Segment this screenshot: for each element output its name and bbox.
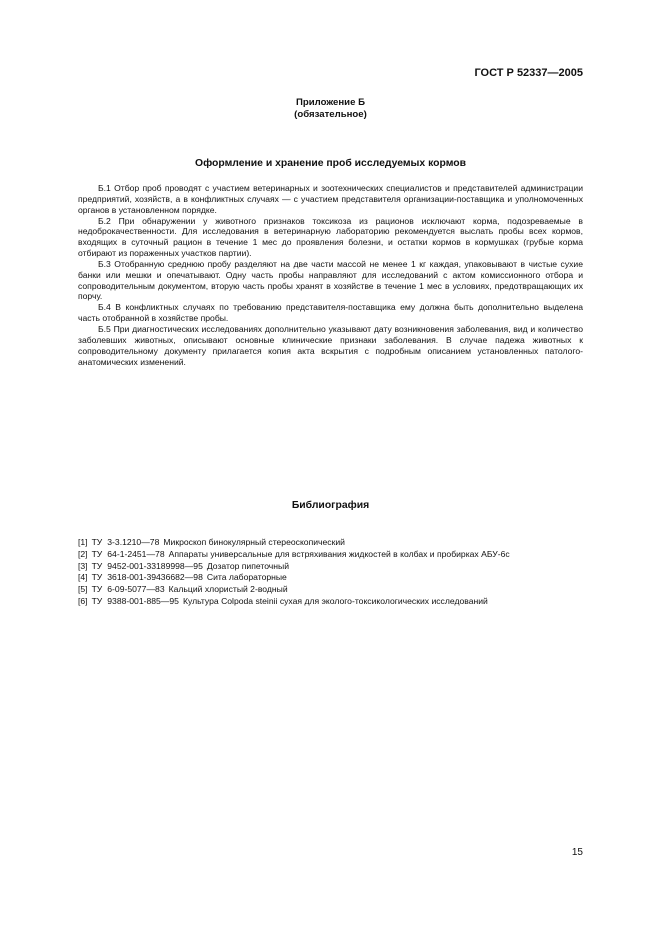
bib-code: 6-09-5077—83 — [107, 584, 165, 595]
bib-text: Микроскоп бинокулярный стереоскопический — [163, 537, 345, 547]
bib-code: 3618-001-39436682—98 — [107, 572, 203, 583]
paragraph-b2: Б.2 При обнаружении у животного признаков токсикоза из рационов исключают корма, подозреваемые в недоброкачественности. Для исследования в ветеринарную лабораторию рекомендуется выслать пробы всех кормов, входящих в суточный рацион в течение 1 мес до проявления болезни, и остатки кормов в кормушках (грубые корма отбирают из пораженных участков партии). — [78, 215, 583, 259]
bib-code: 9388-001-885—95 — [107, 595, 179, 606]
bib-text: Кальций хлористый 2-водный — [168, 584, 288, 595]
bibliography-item — [78, 596, 598, 608]
bib-code: 9452-001-33189998—95 — [107, 560, 203, 571]
bib-number: [5] — [78, 584, 88, 595]
bib-number: [6] — [78, 595, 88, 606]
bib-code: 3-3.1210—78 — [107, 537, 160, 547]
bibliography-list — [78, 537, 598, 608]
bibliography-item — [78, 549, 598, 561]
bibliography-item — [78, 561, 598, 573]
bib-tu: ТУ — [91, 584, 103, 595]
bib-text: Культура Colpoda steinii сухая для эколого-токсикологических исследований — [182, 595, 488, 606]
appendix-heading — [0, 97, 661, 121]
bib-tu: ТУ — [91, 548, 103, 559]
bibliography-item — [78, 572, 598, 584]
bibliography-item — [78, 537, 598, 549]
bib-text: Аппараты универсальные для встряхивания жидкостей в колбах и пробирках АБУ-6с — [168, 548, 510, 559]
bib-tu: ТУ — [91, 537, 103, 547]
section-body — [78, 183, 583, 367]
appendix-status: (обязательное) — [294, 109, 367, 120]
bib-number: [1] — [78, 537, 88, 547]
paragraph-b1: Б.1 Отбор проб проводят с участием ветеринарных и зоотехнических специалистов и представителей администрации предприятий, хозяйств, а в конфликтных случаях — с участием представителя организации-поставщика и уполномоченных органов в установленном порядке. — [78, 183, 583, 215]
bib-tu: ТУ — [91, 572, 103, 583]
bib-tu: ТУ — [91, 560, 103, 571]
bib-text: Дозатор пипеточный — [206, 560, 290, 571]
page-number: 15 — [571, 847, 583, 858]
paragraph-b4: Б.4 В конфликтных случаях по требованию представителя-поставщика ему должна быть дополнительно выделена часть отобранной в хозяйстве пробы. — [78, 302, 583, 324]
appendix-title: Приложение Б — [296, 97, 365, 108]
bib-number: [3] — [78, 560, 88, 571]
paragraph-b5: Б.5 При диагностических исследованиях дополнительно указывают дату возникновения заболевания, вид и количество заболевших животных, описывают основные клинические признаки заболевания. В случае падежа животных к сопроводительному документу прилагается копия акта вскрытия с подробным описанием установленных патолого-анатомических изменений. — [78, 323, 583, 367]
bib-number: [4] — [78, 572, 88, 583]
bib-tu: ТУ — [91, 595, 103, 606]
bib-number: [2] — [78, 548, 88, 559]
bibliography-title: Библиография — [291, 500, 370, 511]
bibliography-item — [78, 584, 598, 596]
bib-text: Сита лабораторные — [206, 572, 287, 583]
paragraph-b3: Б.3 Отобранную среднюю пробу разделяют на две части массой не менее 1 кг каждая, упаковывают в чистые сухие банки или мешки и опечатывают. Одну часть пробы направляют для исследований с актом комиссионного отбора и сопроводительным документом, вторую часть пробы хранят в хозяйстве в течение 1 мес в условиях, предотвращающих их порчу. — [78, 258, 583, 302]
section-title: Оформление и хранение проб исследуемых кормов — [194, 158, 466, 169]
bib-code: 64-1-2451—78 — [107, 548, 165, 559]
standard-header: ГОСТ Р 52337—2005 — [474, 67, 583, 79]
